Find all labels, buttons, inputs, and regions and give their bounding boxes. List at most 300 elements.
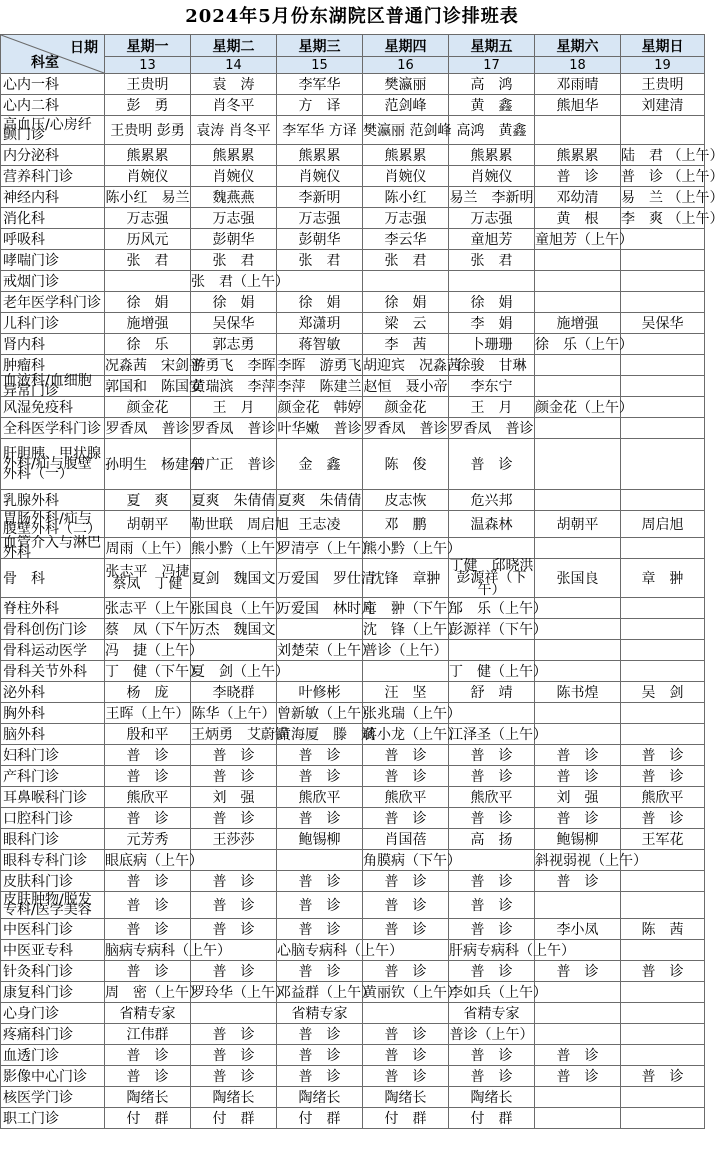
table-row [1,229,705,250]
schedule-cell: 张志平 冯捷 蔡凤 丁健 [105,559,191,598]
schedule-table [0,34,723,1129]
date-header: 15 [277,57,363,74]
dept-name-cell: 针灸科门诊 [1,961,105,982]
table-row [1,313,705,334]
schedule-cell: 夏 剑（上午） [191,661,277,682]
schedule-cell: 高 鸿 [449,74,535,95]
schedule-cell [277,661,363,682]
table-row [1,808,705,829]
schedule-cell [621,116,705,145]
schedule-cell: 孙明生 杨建东 [105,439,191,490]
schedule-cell: 普 诊 [363,961,449,982]
schedule-cell: 邓益群（上午） [277,982,363,1003]
schedule-cell [449,850,535,871]
schedule-cell: 普 诊 [191,1045,277,1066]
schedule-cell: 熊累累 [449,145,535,166]
schedule-cell: 普 诊 [105,745,191,766]
schedule-cell: 郑潇玥 [277,313,363,334]
schedule-cell: 付 群 [105,1108,191,1129]
date-header: 14 [191,57,277,74]
table-row [1,640,705,661]
schedule-cell: 万志强 [191,208,277,229]
day-header: 星期五 [449,35,535,57]
schedule-cell [621,1087,705,1108]
schedule-cell [535,439,621,490]
schedule-cell [621,334,705,355]
schedule-cell: 袁 涛 [191,74,277,95]
schedule-cell: 颜金花 [363,397,449,418]
day-header: 星期日 [621,35,705,57]
table-row [1,1003,705,1024]
dept-name-cell: 职工门诊 [1,1108,105,1129]
schedule-cell: 徐 娟 [191,292,277,313]
schedule-cell: 陆 君 （上午） [621,145,705,166]
dept-name-cell: 呼吸科 [1,229,105,250]
schedule-cell: 江伟群 [105,1024,191,1045]
schedule-cell: 舒 靖 [449,682,535,703]
schedule-cell: 王莎莎 [191,829,277,850]
table-row [1,334,705,355]
schedule-cell [621,940,705,961]
schedule-cell: 历风元 [105,229,191,250]
schedule-cell [449,538,535,559]
date-header: 19 [621,57,705,74]
schedule-cell: 李军华 [277,74,363,95]
schedule-cell: 胡朝平 [535,511,621,538]
schedule-cell: 杨 庞 [105,682,191,703]
schedule-cell: 罗香凤 普诊 [105,418,191,439]
schedule-cell: 熊欣平 [105,787,191,808]
schedule-cell: 万志强 [105,208,191,229]
schedule-cell: 熊欣平 [277,787,363,808]
schedule-cell: 万志强 [449,208,535,229]
schedule-cell: 普 诊 [277,919,363,940]
day-header: 星期二 [191,35,277,57]
schedule-cell: 元芳秀 [105,829,191,850]
dept-name-cell: 胃肠外科/疝与腹壁外科（二） [1,511,105,538]
schedule-cell: 普 诊 [363,766,449,787]
schedule-cell: 普 诊 [191,745,277,766]
table-row [1,829,705,850]
table-row [1,376,705,397]
table-row [1,74,705,95]
schedule-cell: 普 诊 [449,766,535,787]
schedule-cell [621,250,705,271]
schedule-cell: 普 诊 [277,745,363,766]
schedule-cell: 梁 云 [363,313,449,334]
schedule-cell [535,640,621,661]
schedule-cell: 陈小红 [363,187,449,208]
schedule-cell: 普 诊 [191,892,277,919]
schedule-cell [535,292,621,313]
schedule-cell: 普 诊 [449,745,535,766]
schedule-cell: 普 诊 [277,871,363,892]
dept-name-cell: 口腔科门诊 [1,808,105,829]
schedule-cell: 张 君 [191,250,277,271]
schedule-cell: 张 君 [277,250,363,271]
table-row [1,95,705,116]
schedule-cell: 李 茜 [363,334,449,355]
schedule-cell: 周雨（上午） [105,538,191,559]
schedule-cell [621,397,705,418]
schedule-cell: 万志强 [277,208,363,229]
dept-name-cell: 神经内科 [1,187,105,208]
dept-name-cell: 高血压/心房纤颤门诊 [1,116,105,145]
schedule-cell: 颜金花 韩婷 [277,397,363,418]
schedule-cell: 万杰 魏国文 [191,619,277,640]
schedule-cell: 普 诊 [363,1066,449,1087]
dept-name-cell: 肿瘤科 [1,355,105,376]
schedule-cell: 郭国和 陈国安 [105,376,191,397]
dept-name-cell: 风湿免疫科 [1,397,105,418]
schedule-cell: 肖婉仪 [449,166,535,187]
schedule-cell: 徐 娟 [277,292,363,313]
schedule-cell: 魏燕燕 [191,187,277,208]
table-row [1,271,705,292]
schedule-cell: 省精专家 [105,1003,191,1024]
schedule-cell: 张 君 [363,250,449,271]
schedule-cell: 普 诊 [621,745,705,766]
schedule-cell: 胡朝平 [105,511,191,538]
dept-name-cell: 泌外科 [1,682,105,703]
schedule-cell: 颜金花（上午） [535,397,621,418]
table-row [1,208,705,229]
schedule-cell: 肖婉仪 [105,166,191,187]
schedule-cell: 普 诊 [105,766,191,787]
schedule-cell: 邓 鹏 [363,511,449,538]
schedule-cell [535,892,621,919]
schedule-cell: 普 诊 [191,808,277,829]
schedule-cell [621,538,705,559]
schedule-cell: 普 诊 [105,961,191,982]
table-row [1,116,705,145]
schedule-cell [191,640,277,661]
schedule-cell: 付 群 [363,1108,449,1129]
date-label: 日期 [70,40,98,56]
schedule-cell: 罗香凤 普诊 [363,418,449,439]
dept-name-cell: 中医亚专科 [1,940,105,961]
schedule-cell: 罗玲华（上午） [191,982,277,1003]
schedule-cell: 颜金花 [105,397,191,418]
dept-name-cell: 耳鼻喉科门诊 [1,787,105,808]
schedule-cell: 普 诊 [621,961,705,982]
schedule-cell: 张志平（上午） [105,598,191,619]
schedule-cell: 张国良（上午） [191,598,277,619]
schedule-cell: 普 诊 [363,1045,449,1066]
table-row [1,919,705,940]
schedule-cell: 熊小黔（上午） [363,538,449,559]
schedule-cell: 普 诊 [191,871,277,892]
header-row-dates [1,57,705,74]
schedule-cell: 李军华 方译 [277,116,363,145]
schedule-cell [621,229,705,250]
schedule-cell: 赵恒 聂小帝 [363,376,449,397]
schedule-cell [621,598,705,619]
schedule-cell: 陈华（上午） [191,703,277,724]
table-row [1,355,705,376]
schedule-cell: 万志强 [363,208,449,229]
schedule-cell: 普 诊 [535,766,621,787]
table-row [1,661,705,682]
schedule-cell: 王 月 [449,397,535,418]
table-row [1,559,705,598]
dept-name-cell: 消化科 [1,208,105,229]
schedule-cell: 蒋小龙（上午） [363,724,449,745]
table-row [1,892,705,919]
schedule-cell: 鲍锡柳 [535,829,621,850]
dept-name-cell: 肝胆胰、甲状腺外科/疝与腹壁外科（一） [1,439,105,490]
schedule-cell: 丁 健（下午） [105,661,191,682]
schedule-cell: 彭 勇 [105,95,191,116]
table-row [1,724,705,745]
schedule-cell [535,598,621,619]
schedule-cell [621,982,705,1003]
dept-name-cell: 心内二科 [1,95,105,116]
schedule-cell: 彭源祥（下午） [449,619,535,640]
schedule-cell: 方 译 [277,95,363,116]
day-header: 星期一 [105,35,191,57]
schedule-cell: 普 诊 [449,1066,535,1087]
schedule-cell: 李云华 [363,229,449,250]
schedule-cell: 陶绪长 [105,1087,191,1108]
schedule-cell: 王志凌 [277,511,363,538]
schedule-cell: 普 诊 [449,871,535,892]
schedule-cell: 徐 娟 [105,292,191,313]
schedule-cell: 普 诊 [363,919,449,940]
schedule-cell [535,271,621,292]
table-row [1,1045,705,1066]
table-row [1,418,705,439]
schedule-cell: 普 诊 [535,808,621,829]
dept-name-cell: 血管介入与淋巴外科 [1,538,105,559]
table-row [1,490,705,511]
schedule-cell: 普 诊 [449,1045,535,1066]
dept-name-cell: 儿科门诊 [1,313,105,334]
schedule-cell [363,1003,449,1024]
schedule-cell: 熊累累 [105,145,191,166]
schedule-cell: 普 诊 [191,961,277,982]
schedule-cell: 罗香凤 普诊 [449,418,535,439]
schedule-cell: 普 诊 [277,1024,363,1045]
dept-name-cell: 胸外科 [1,703,105,724]
schedule-cell [621,418,705,439]
schedule-cell: 张 君（上午） [191,271,277,292]
schedule-cell: 徐 乐 [105,334,191,355]
schedule-cell: 周 密（上午） [105,982,191,1003]
schedule-cell: 普 诊 [277,1045,363,1066]
schedule-cell: 陶绪长 [191,1087,277,1108]
schedule-cell [277,619,363,640]
schedule-cell: 普 诊 [535,961,621,982]
schedule-cell: 省精专家 [449,1003,535,1024]
schedule-cell: 章 翀 [621,559,705,598]
schedule-cell: 危兴邦 [449,490,535,511]
schedule-cell [535,619,621,640]
schedule-cell: 张国良 [535,559,621,598]
schedule-cell: 卜珊珊 [449,334,535,355]
schedule-cell: 普 诊 [277,1066,363,1087]
schedule-cell [535,355,621,376]
table-row [1,766,705,787]
schedule-cell: 黄瑞滨 李萍 [191,376,277,397]
schedule-cell: 李 爽 （上午） [621,208,705,229]
schedule-cell: 陈书煌 [535,682,621,703]
schedule-cell [535,1024,621,1045]
schedule-cell: 普 诊 [535,745,621,766]
date-header: 16 [363,57,449,74]
schedule-cell: 袁涛 肖冬平 [191,116,277,145]
schedule-cell: 熊欣平 [449,787,535,808]
schedule-cell: 普诊（上午） [363,640,449,661]
schedule-cell: 冯 捷（上午） [105,640,191,661]
schedule-cell: 沈锋 章翀 [363,559,449,598]
schedule-cell [277,850,363,871]
schedule-cell [621,1108,705,1129]
schedule-cell: 周启旭 [621,511,705,538]
table-row [1,397,705,418]
schedule-cell: 李晓群 [191,682,277,703]
schedule-cell: 肖冬平 [191,95,277,116]
schedule-cell: 黄 根 [535,208,621,229]
table-row [1,538,705,559]
table-row [1,1087,705,1108]
schedule-cell: 殷和平 [105,724,191,745]
schedule-cell: 夏剑 魏国文 [191,559,277,598]
schedule-cell: 普 诊 [449,892,535,919]
schedule-cell [621,640,705,661]
dept-name-cell: 肾内科 [1,334,105,355]
dept-name-cell: 脑外科 [1,724,105,745]
dept-name-cell: 哮喘门诊 [1,250,105,271]
schedule-cell: 王炳勇 艾蔚锦 [191,724,277,745]
schedule-cell: 徐 娟 [363,292,449,313]
schedule-cell: 普 诊 [535,1066,621,1087]
table-row [1,787,705,808]
schedule-cell: 刘 强 [535,787,621,808]
schedule-cell: 熊欣平 [363,787,449,808]
schedule-cell: 汪 坚 [363,682,449,703]
schedule-cell: 丁 健（上午） [449,661,535,682]
schedule-cell: 彭朝华 [191,229,277,250]
dept-name-cell: 内分泌科 [1,145,105,166]
schedule-cell: 施增强 [535,313,621,334]
schedule-cell: 黄海厦 滕 斌 [277,724,363,745]
schedule-cell: 陶绪长 [277,1087,363,1108]
schedule-cell: 普 诊 [535,166,621,187]
schedule-cell: 樊瀛丽 范剑峰 [363,116,449,145]
schedule-cell: 张 君 [449,250,535,271]
dept-name-cell: 骨科关节外科 [1,661,105,682]
schedule-cell: 丁健 邱晓洪 彭源祥（下午） [449,558,534,598]
date-header: 18 [535,57,621,74]
dept-name-cell: 核医学门诊 [1,1087,105,1108]
schedule-cell: 曾广正 普诊 [191,439,277,490]
schedule-cell: 熊累累 [535,145,621,166]
schedule-cell: 徐 娟 [449,292,535,313]
schedule-cell: 普 诊 [449,439,535,490]
schedule-cell: 皮志恢 [363,490,449,511]
schedule-cell: 熊累累 [363,145,449,166]
schedule-cell [621,892,705,919]
table-row [1,511,705,538]
schedule-cell [621,376,705,397]
schedule-cell: 普 诊 [449,808,535,829]
table-row [1,961,705,982]
schedule-cell: 夏 爽 [105,490,191,511]
schedule-cell [535,376,621,397]
schedule-cell: 普 诊 [621,808,705,829]
schedule-cell: 曾新敏（上午） [277,703,363,724]
schedule-cell: 夏爽 朱倩倩 [277,490,363,511]
schedule-cell [363,271,449,292]
schedule-cell: 章 翀（下午） [363,598,449,619]
schedule-cell: 黄 鑫 [449,95,535,116]
schedule-cell: 肖国蓓 [363,829,449,850]
schedule-cell: 肖婉仪 [277,166,363,187]
dept-name-cell: 全科医学科门诊 [1,418,105,439]
table-row [1,250,705,271]
schedule-cell [535,418,621,439]
schedule-cell: 高鸿 黄鑫 [449,116,535,145]
schedule-cell: 刘楚荣（上午） [277,640,363,661]
schedule-cell: 陈 俊 [363,439,449,490]
schedule-cell [535,1003,621,1024]
schedule-cell: 刘建清 [621,95,705,116]
schedule-cell: 普 诊 [191,1066,277,1087]
table-row [1,292,705,313]
schedule-cell: 陈小红 易兰 [105,187,191,208]
table-row [1,439,705,490]
schedule-cell: 高 扬 [449,829,535,850]
schedule-cell: 普 诊 [535,1045,621,1066]
schedule-cell: 付 群 [191,1108,277,1129]
schedule-cell: 普 诊 [449,919,535,940]
schedule-cell [535,1108,621,1129]
schedule-cell: 李萍 陈建兰 [277,376,363,397]
dept-name-cell: 妇科门诊 [1,745,105,766]
dept-name-cell: 血透门诊 [1,1045,105,1066]
schedule-cell: 胡迎宾 况淼茜 [363,355,449,376]
schedule-cell: 罗清亭（上午） [277,538,363,559]
table-row [1,1066,705,1087]
schedule-cell: 王晖（上午） [105,703,191,724]
schedule-cell [621,619,705,640]
schedule-cell: 普 诊 [191,766,277,787]
schedule-cell: 吴保华 [621,313,705,334]
schedule-cell: 王贵明 [105,74,191,95]
schedule-cell: 普 诊 [363,745,449,766]
table-row [1,619,705,640]
schedule-cell [535,661,621,682]
table-row [1,982,705,1003]
schedule-cell: 普 诊 [277,766,363,787]
schedule-cell: 普 诊 [363,808,449,829]
schedule-cell: 王贵明 [621,74,705,95]
schedule-cell [191,850,277,871]
schedule-cell: 角膜病（下午） [363,850,449,871]
schedule-cell [535,250,621,271]
schedule-cell: 陈 茜 [621,919,705,940]
schedule-cell: 普 诊 [621,1066,705,1087]
schedule-cell [621,1024,705,1045]
day-header: 星期三 [277,35,363,57]
schedule-cell: 普 诊 [277,808,363,829]
table-row [1,1024,705,1045]
dept-name-cell: 心内一科 [1,74,105,95]
dept-name-cell: 戒烟门诊 [1,271,105,292]
schedule-cell: 刘 强 [191,787,277,808]
schedule-cell: 徐 乐（上午） [535,334,621,355]
